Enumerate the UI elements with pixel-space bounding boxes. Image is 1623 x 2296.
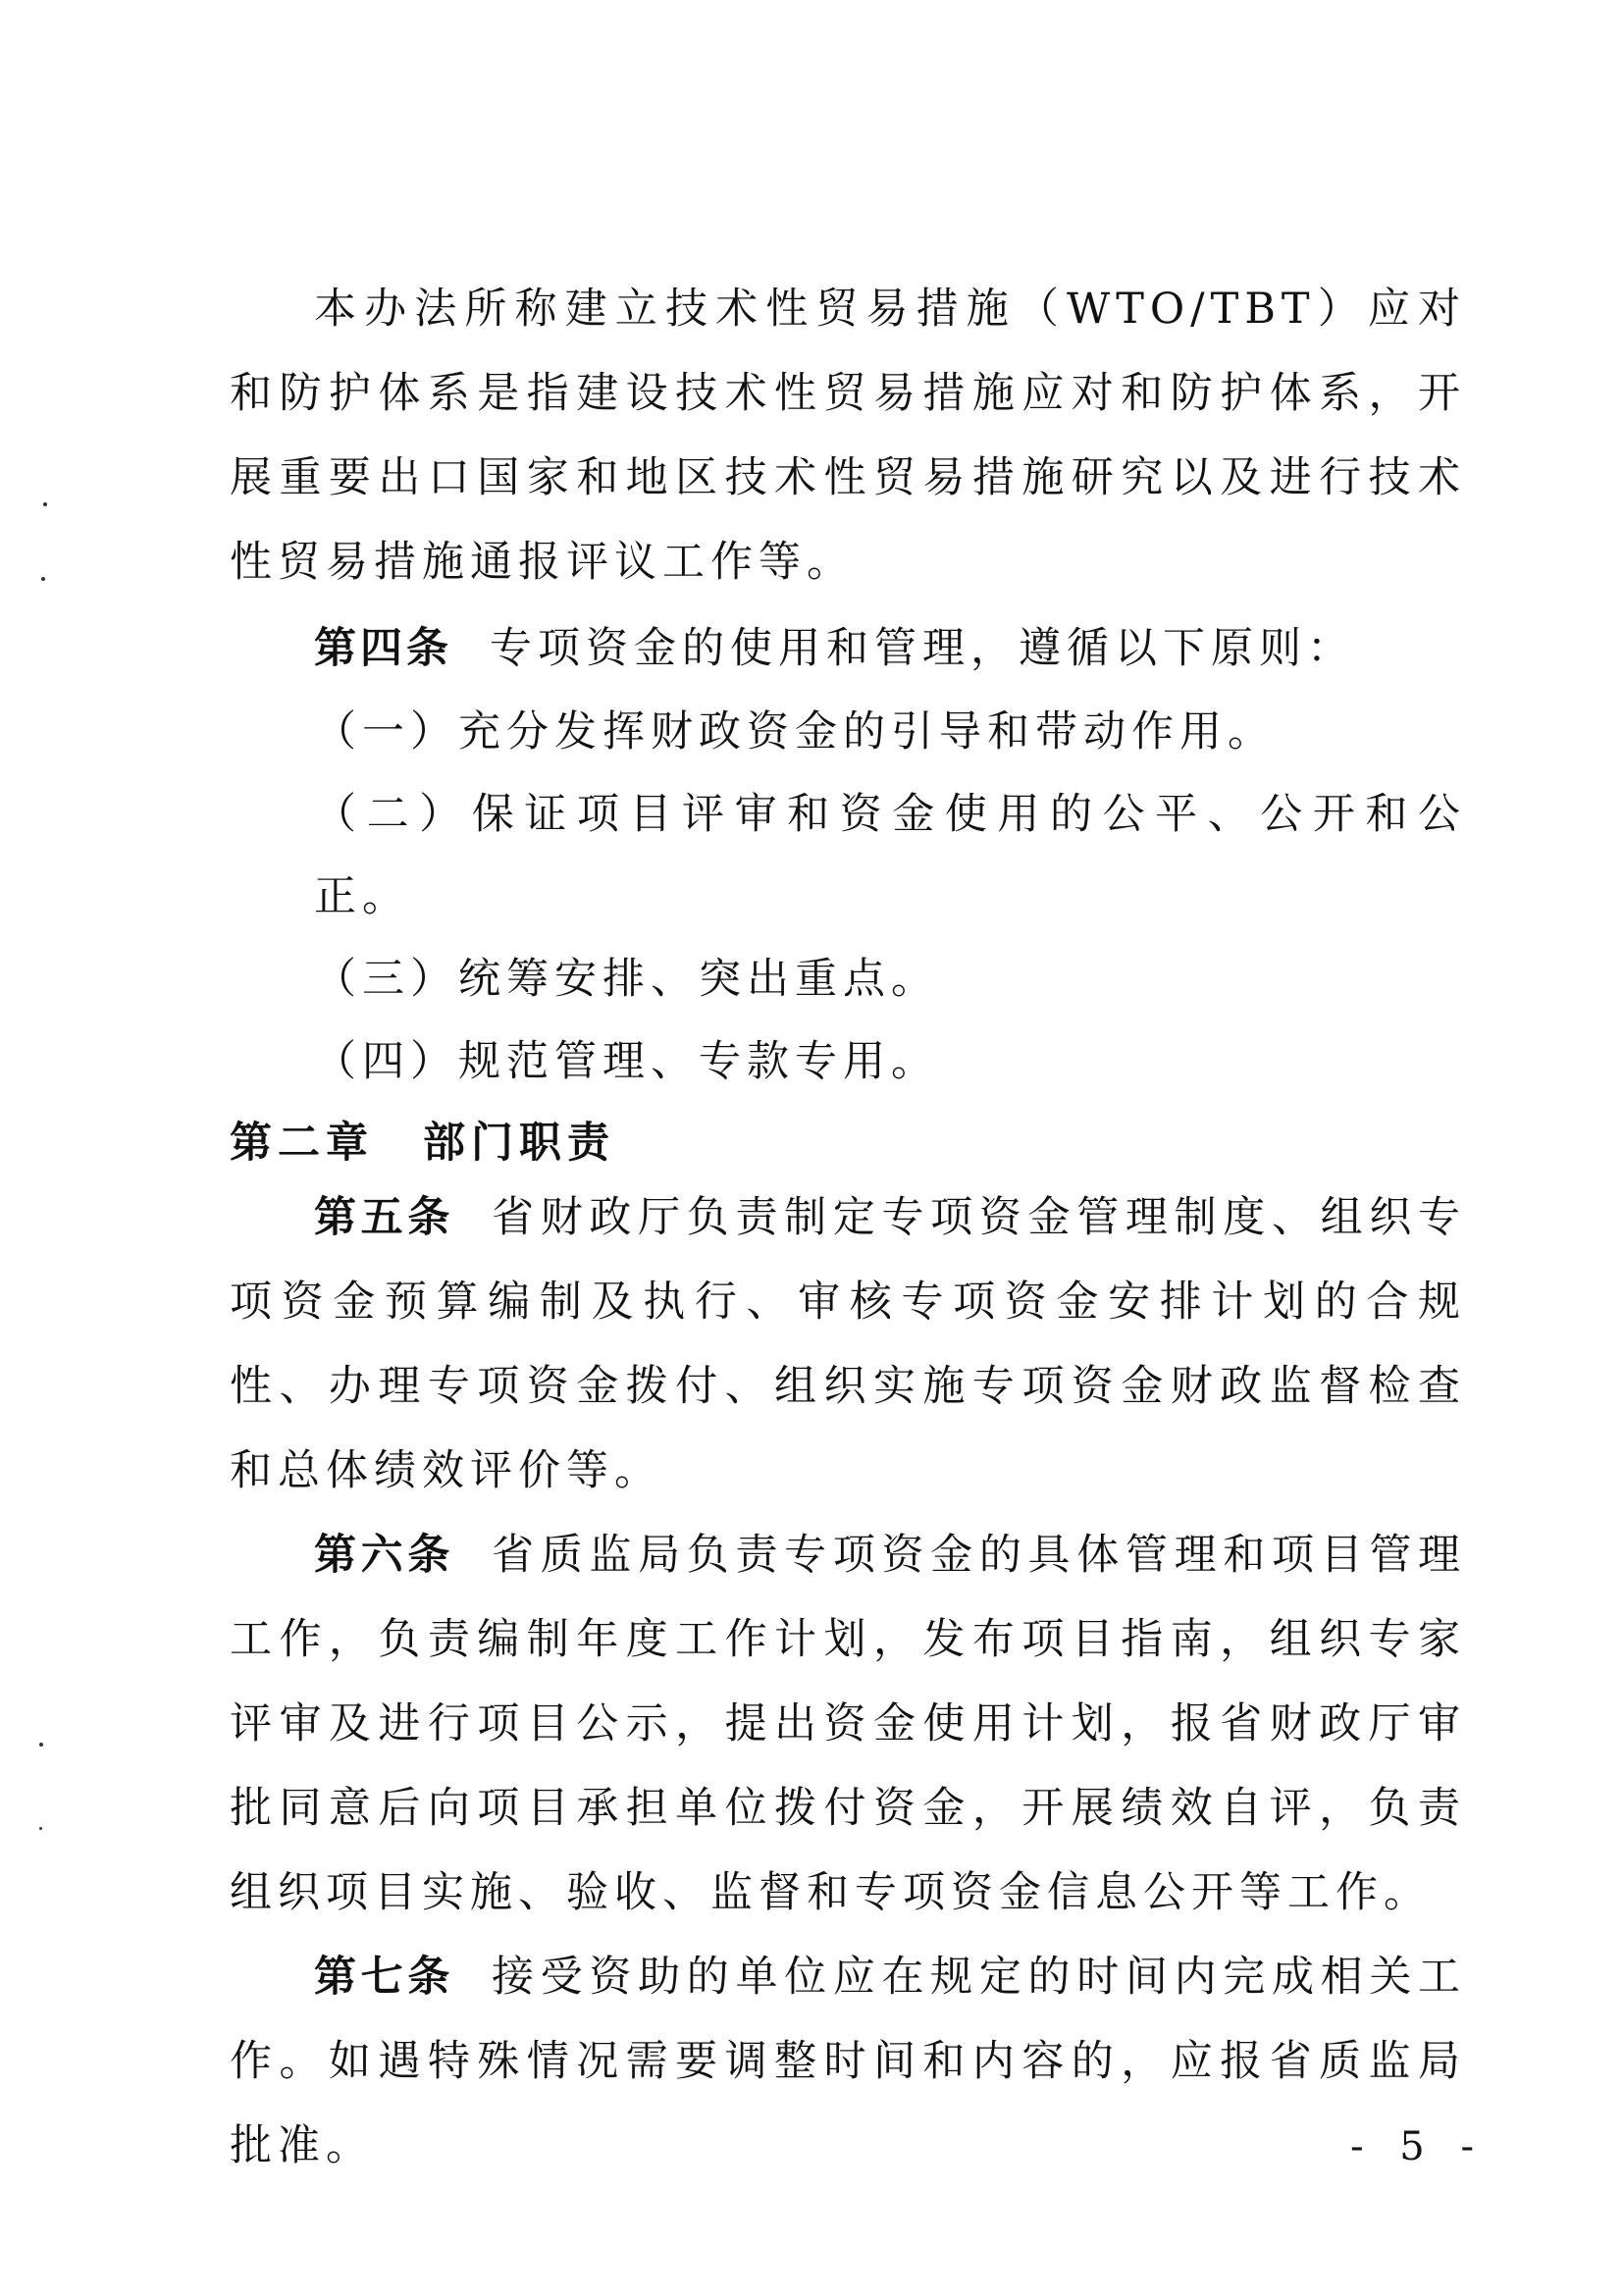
scan-speck <box>41 577 45 581</box>
chapter-heading <box>230 1101 1466 1185</box>
scan-speck <box>43 502 47 506</box>
article-5-text: 省财政厅负责制定专项资金管理制度、组织专项资金预算编制及执行、审核专项资金安排计划的合规性、办理专项资金拨付、组织实施专项资金财政监督检查和总体绩效评价等。 <box>230 1193 1467 1495</box>
article-4-item-3: （三）统筹安排、突出重点。 <box>314 955 939 1004</box>
article-6-text: 省质监局负责专项资金的具体管理和项目管理工作，负责编制年度工作计划，发布项目指南，组织专家评审及进行项目公示，提出资金使用计划，报省财政厅审批同意后向项目承担单位拨付资金，开展绩效自评，负责组织项目实施、验收、监督和专项资金信息公开等工作。 <box>230 1531 1467 1917</box>
article-7-number: 第七条 <box>314 1953 455 2002</box>
section-top <box>230 267 1466 1103</box>
article-4-item-1: （一）充分发挥财政资金的引导和带动作用。 <box>314 707 1276 757</box>
article-7 <box>230 1935 1466 2188</box>
article-4-text: 专项资金的使用和管理，遵循以下原则： <box>490 624 1355 673</box>
article-6 <box>230 1513 1466 1935</box>
section-bottom <box>230 1175 1466 2188</box>
intro-paragraph: 本办法所称建立技术性贸易措施（WTO/TBT）应对和防护体系是指建设技术性贸易措施应对和防护体系，开展重要出口国家和地区技术性贸易措施研究以及进行技术性贸易措施通报评议工作等。 <box>230 285 1466 587</box>
scan-speck <box>39 1743 43 1747</box>
article-4-number: 第四条 <box>314 624 452 673</box>
chapter-heading-block <box>230 1101 1466 1185</box>
article-5 <box>230 1175 1466 1513</box>
article-6-number: 第六条 <box>314 1531 455 1580</box>
article-5-number: 第五条 <box>314 1193 455 1242</box>
article-4 <box>230 606 1466 691</box>
scan-speck <box>39 1827 42 1830</box>
chapter-number: 第二章 <box>230 1119 374 1168</box>
page-number: - 5 - <box>1350 2124 1486 2169</box>
article-4-item-2: （二）保证项目评审和资金使用的公平、公开和公正。 <box>314 790 1466 921</box>
article-4-item-4: （四）规范管理、专款专用。 <box>314 1037 939 1086</box>
chapter-title: 部门职责 <box>423 1119 615 1168</box>
article-7-text: 接受资助的单位应在规定的时间内完成相关工作。如遇特殊情况需要调整时间和内容的，应报省质监局批准。 <box>230 1953 1467 2170</box>
